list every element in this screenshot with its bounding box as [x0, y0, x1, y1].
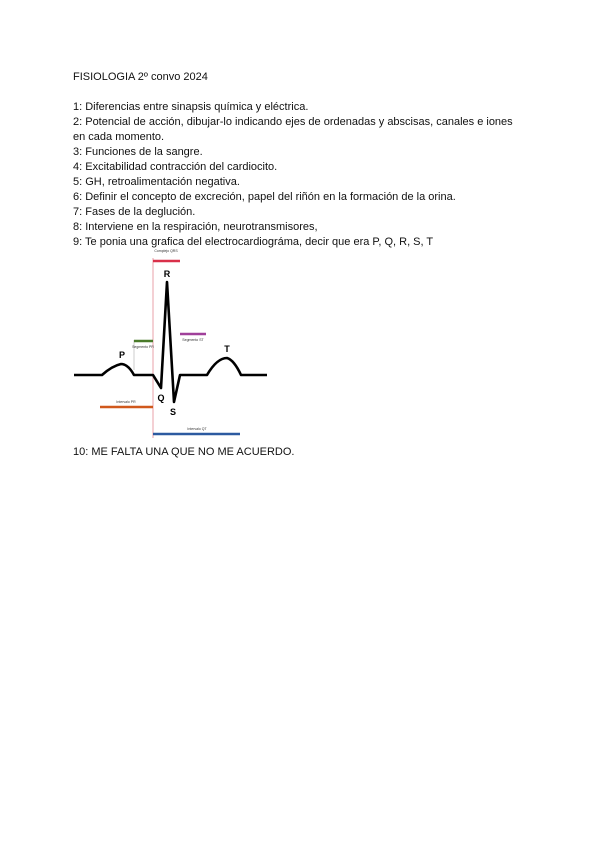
s-wave-label: S: [169, 407, 177, 417]
st-segment-label: Segmento ST: [182, 338, 204, 342]
question-9: 9: Te ponia una grafica del electrocardiográma, decir que era P, Q, R, S, T: [73, 236, 434, 248]
question-1: 1: Diferencias entre sinapsis química y eléctrica.: [73, 101, 309, 113]
question-2-cont: en cada momento.: [73, 131, 165, 143]
question-6: 6: Definir el concepto de excreción, papel del riñón en la formación de la orina.: [73, 191, 456, 203]
qt-interval-label: Intervalo QT: [187, 427, 207, 431]
document-title: FISIOLOGIA 2º convo 2024: [73, 71, 208, 83]
question-2: 2: Potencial de acción, dibujar-lo indicando ejes de ordenadas y abscisas, canales e iones: [73, 116, 513, 128]
t-wave-label: T: [224, 344, 230, 354]
pr-segment-label: Segmento PR: [132, 345, 154, 349]
pr-interval-label: Intervalo PR: [116, 400, 136, 404]
question-8: 8: Interviene en la respiración, neurotransmisores,: [73, 221, 318, 233]
ecg-trace: [74, 282, 267, 402]
question-4: 4: Excitabilidad contracción del cardiocito.: [73, 161, 278, 173]
r-wave-label: R: [163, 269, 171, 279]
qrs-label: Complejo QRS: [154, 249, 178, 253]
question-10: 10: ME FALTA UNA QUE NO ME ACUERDO.: [73, 446, 295, 458]
q-wave-label: Q: [157, 393, 165, 403]
p-wave-label: P: [118, 350, 126, 360]
question-3: 3: Funciones de la sangre.: [73, 146, 203, 158]
question-5: 5: GH, retroalimentación negativa.: [73, 176, 240, 188]
question-7: 7: Fases de la deglución.: [73, 206, 196, 218]
